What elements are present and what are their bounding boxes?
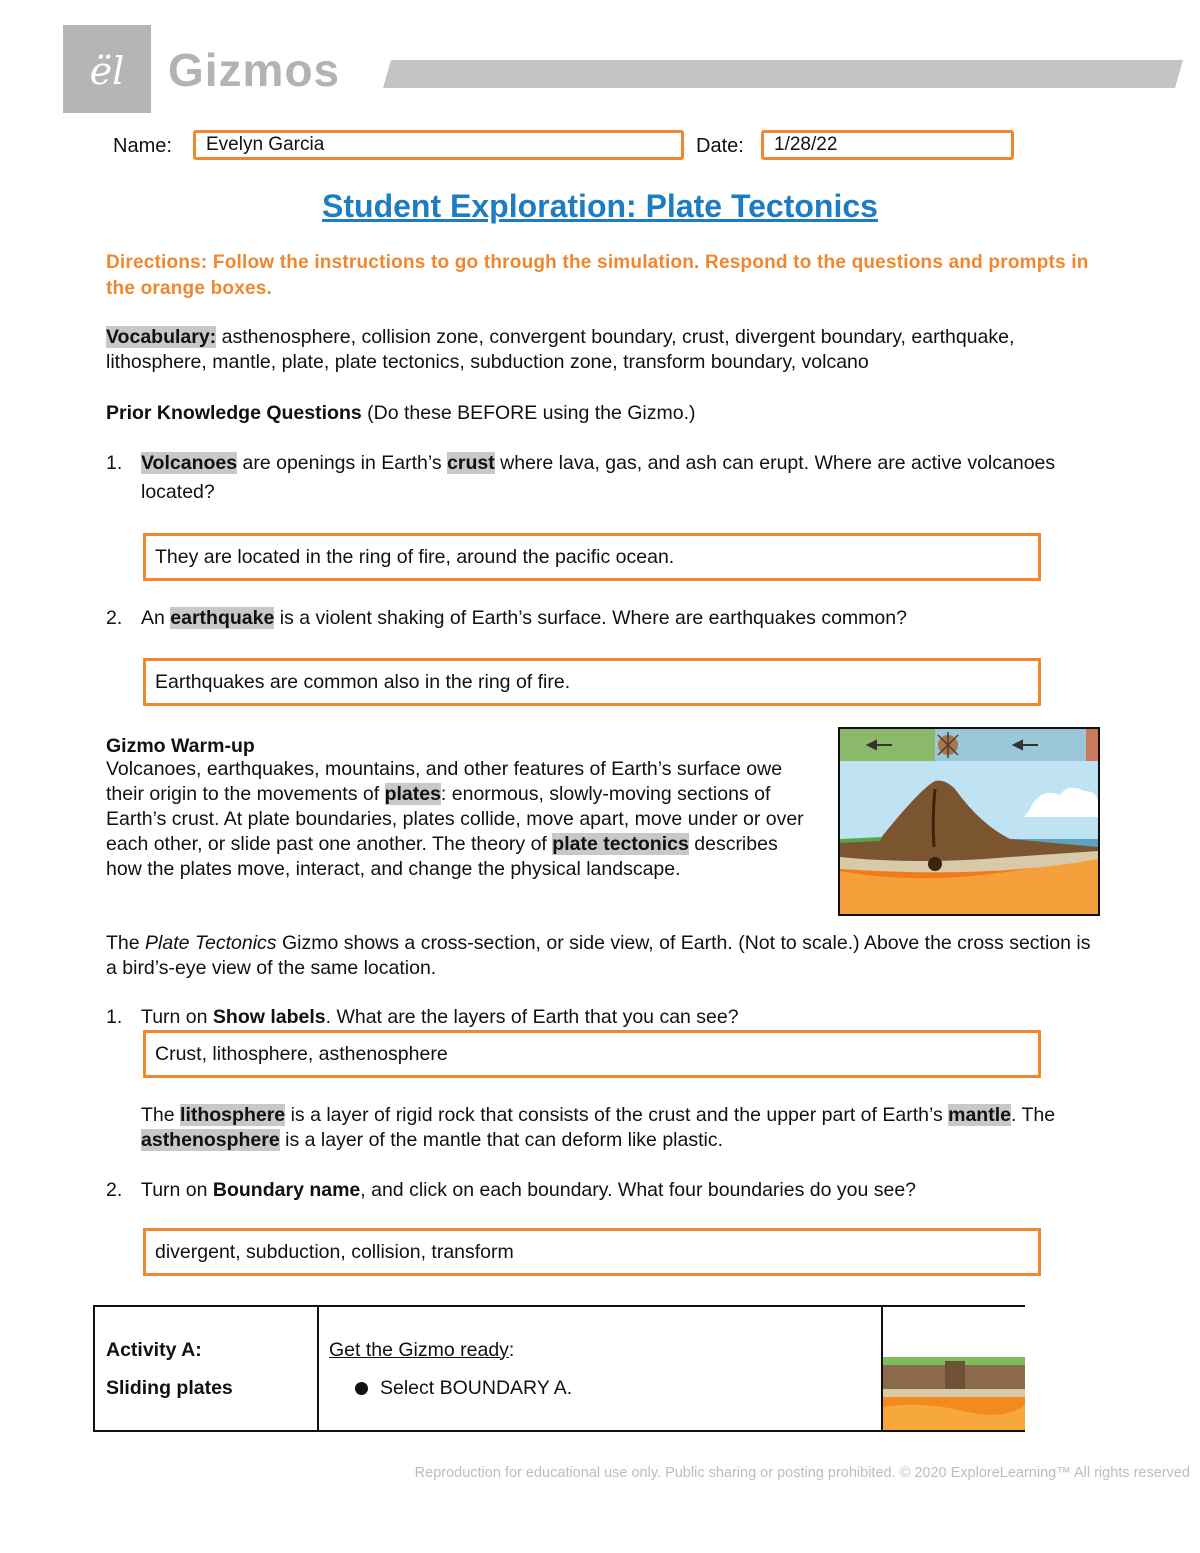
prior-heading-text: Prior Knowledge Questions (106, 402, 362, 424)
layers-note (141, 1103, 1061, 1153)
volcano-cross-section-image (838, 727, 1100, 916)
gizmos-logo (63, 25, 151, 113)
q1-text (141, 449, 1071, 507)
q2-text (141, 604, 1071, 633)
warmup-paragraph-2 (106, 931, 1096, 981)
term-plates: plates (384, 783, 441, 805)
activity-table (93, 1305, 1025, 1432)
gizmo-ready-colon: : (508, 1338, 515, 1361)
q1-number: 1. (106, 452, 123, 474)
note-mid2: . The (1010, 1104, 1056, 1126)
gizmo-ready-line (329, 1331, 881, 1369)
logo-mark-icon (63, 25, 151, 113)
term-earthquake: earthquake (170, 607, 275, 629)
q1-text-a: are openings in Earth’s (242, 452, 442, 474)
wq2-number: 2. (106, 1179, 123, 1201)
select-boundary-a-text: Select BOUNDARY A. (380, 1376, 573, 1399)
prior-knowledge-heading (106, 401, 1096, 426)
q2-text-a: is a violent shaking of Earth’s surface. Where are earthquakes common? (279, 607, 907, 629)
activity-label: Activity A: (106, 1338, 202, 1361)
sliding-plates-image (883, 1307, 1025, 1430)
wq1-number: 1. (106, 1006, 123, 1028)
q1-text-b: where lava, gas, and ash can erupt. Where are active volcanoes located? (141, 452, 1056, 503)
show-labels-term: Show labels (212, 1006, 326, 1028)
warmup-heading: Gizmo Warm-up (106, 735, 255, 757)
activity-instructions-cell (318, 1306, 882, 1431)
term-volcanoes: Volcanoes (141, 452, 238, 474)
warmup-text-a: Volcanoes, earthquakes, mountains, and other features of Earth’s surface owe their origin to the movements of (106, 758, 783, 805)
wq1-post: . What are the layers of Earth that you can see? (325, 1006, 739, 1028)
wq2-post: , and click on each boundary. What four boundaries do you see? (360, 1179, 917, 1201)
wq1-answer-box[interactable]: Crust, lithosphere, asthenosphere (143, 1030, 1041, 1078)
date-field[interactable]: 1/28/22 (761, 130, 1014, 160)
wq2-text (141, 1176, 1071, 1205)
q1-answer-box[interactable]: They are located in the ring of fire, around the pacific ocean. (143, 533, 1041, 581)
date-label: Date: (696, 135, 744, 157)
q2-answer-box[interactable]: Earthquakes are common also in the ring of fire. (143, 658, 1041, 706)
directions: Directions: Follow the instructions to go through the simulation. Respond to the questions and prompts in the orange boxes. (106, 252, 1089, 299)
bullet-icon (355, 1382, 368, 1395)
page-title: Student Exploration: Plate Tectonics (322, 188, 878, 224)
wq2-answer-box[interactable]: divergent, subduction, collision, transform (143, 1228, 1041, 1276)
bullet-item (329, 1369, 881, 1407)
wq1-text (141, 1003, 1071, 1032)
activity-image-cell (882, 1306, 1025, 1431)
wq1-pre: Turn on (141, 1006, 208, 1028)
p2-post: Gizmo shows a cross-section, or side view, of Earth. (Not to scale.) Above the cross section is a bird’s-eye view of the same location. (106, 932, 1091, 979)
term-lithosphere: lithosphere (180, 1104, 286, 1126)
prior-heading-note: (Do these BEFORE using the Gizmo.) (367, 402, 696, 424)
gizmo-ready-text: Get the Gizmo ready (329, 1338, 509, 1361)
q2-number: 2. (106, 607, 123, 629)
brand-name: Gizmos (168, 44, 341, 96)
vocabulary (106, 325, 1096, 375)
warmup-text-b: : enormous, slowly-moving sections of Earth’s crust. At plate boundaries, plates collide, move apart, move under or over each other, or slide past one another. The theory of (106, 783, 804, 855)
term-crust: crust (447, 452, 495, 474)
note-pre: The (141, 1104, 175, 1126)
name-label: Name: (113, 135, 172, 157)
boundary-name-term: Boundary name (212, 1179, 361, 1201)
q2-pre: An (141, 607, 165, 629)
name-field[interactable]: Evelyn Garcia (193, 130, 684, 160)
footer-copyright: Reproduction for educational use only. Public sharing or posting prohibited. © 2020 ExploreLearning™ All rights reserved (414, 1465, 1190, 1481)
p2-pre: The (106, 932, 140, 954)
term-mantle: mantle (948, 1104, 1011, 1126)
vocabulary-terms: asthenosphere, collision zone, convergent boundary, crust, divergent boundary, earthquake, lithosphere, mantle, plate, plate tectonics, subduction zone, transform boundary, volcano (106, 326, 1015, 373)
vocabulary-label: Vocabulary: (106, 326, 217, 348)
note-mid1: is a layer of rigid rock that consists of the crust and the upper part of Earth’s (290, 1104, 943, 1126)
note-post: is a layer of the mantle that can deform like plastic. (285, 1129, 724, 1151)
header-bar (383, 60, 1183, 88)
warmup-paragraph (106, 757, 818, 882)
svg-text:ël: ël (89, 49, 125, 93)
term-plate-tectonics: plate tectonics (552, 833, 689, 855)
activity-subtitle: Sliding plates (106, 1376, 233, 1399)
warmup-text-c: describes how the plates move, interact, and change the physical landscape. (106, 833, 778, 880)
activity-label-cell (94, 1306, 318, 1431)
gizmo-title-italic: Plate Tectonics (145, 932, 277, 954)
term-asthenosphere: asthenosphere (141, 1129, 280, 1151)
wq2-pre: Turn on (141, 1179, 208, 1201)
